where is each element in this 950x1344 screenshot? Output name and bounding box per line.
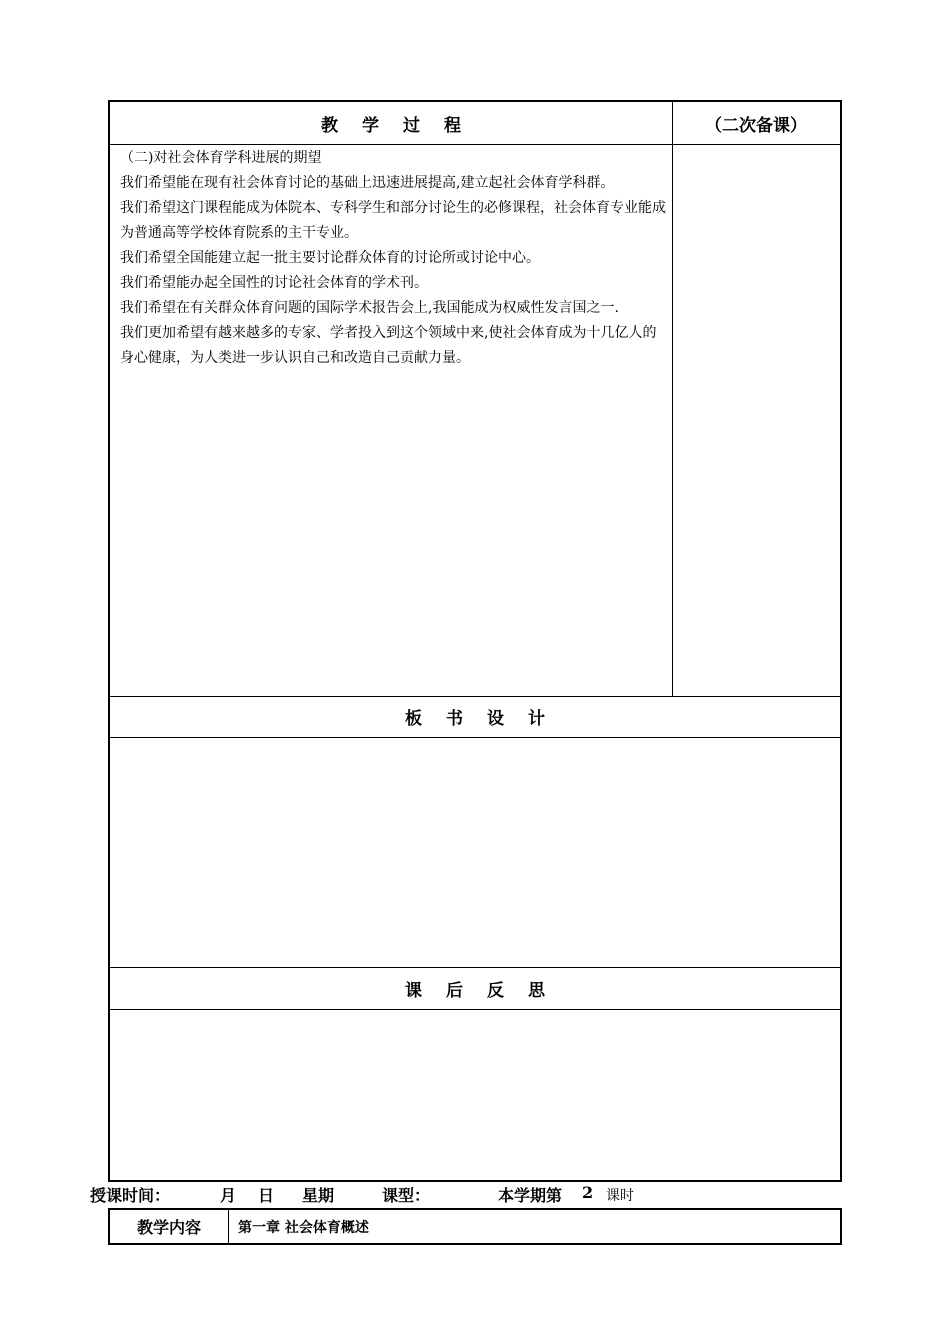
divider — [110, 1009, 840, 1010]
second-prep-header: （二次备课） — [705, 115, 807, 136]
type-label: 课型： — [382, 1186, 431, 1205]
content-paragraph: 我们更加希望有越来越多的专家、学者投入到这个领域中来,使社会体育成为十几亿人的身心健康，为人类进一步认识自己和改造自己贡献力量。 — [120, 325, 657, 366]
teaching-content-table — [108, 1208, 842, 1245]
time-label: 授课时间： — [90, 1186, 171, 1205]
period-prefix: 本学期第 — [498, 1186, 563, 1205]
content-paragraph: 我们希望这门课程能成为体院本、专科学生和部分讨论生的必修课程，社会体育专业能成为普通高等学校体育院系的主干专业。 — [120, 200, 666, 241]
reflection-header: 课 后 反 思 — [405, 980, 545, 1001]
lesson-info-line — [90, 1183, 850, 1207]
content-paragraph: 我们希望能办起全国性的讨论社会体育的学术刊。 — [120, 275, 428, 291]
divider — [110, 737, 840, 738]
board-design-header: 板 书 设 计 — [405, 709, 545, 729]
content-paragraph: 我们希望能在现有社会体育讨论的基础上迅速进展提高,建立起社会体育学科群。 — [120, 175, 615, 191]
weekday-label: 星期 — [302, 1186, 335, 1205]
period-suffix: 课时 — [606, 1188, 634, 1204]
divider — [110, 144, 840, 145]
content-paragraph: （二)对社会体育学科进展的期望 — [120, 150, 322, 166]
month-label: 月 — [220, 1186, 237, 1205]
teaching-content-value: 第一章 社会体育概述 — [238, 1219, 369, 1236]
content-paragraph: 我们希望全国能建立起一批主要讨论群众体育的讨论所或讨论中心。 — [120, 250, 540, 266]
teaching-process-header: 教 学 过 程 — [321, 115, 461, 136]
divider — [672, 102, 673, 696]
day-label: 日 — [258, 1186, 275, 1205]
period-number: 2 — [582, 1183, 594, 1202]
teaching-content-label: 教学内容 — [110, 1210, 229, 1243]
teaching-process-content — [120, 146, 666, 371]
content-paragraph: 我们希望在有关群众体育问题的国际学术报告会上,我国能成为权威性发言国之一. — [120, 300, 619, 316]
lesson-plan-table — [108, 100, 842, 1182]
